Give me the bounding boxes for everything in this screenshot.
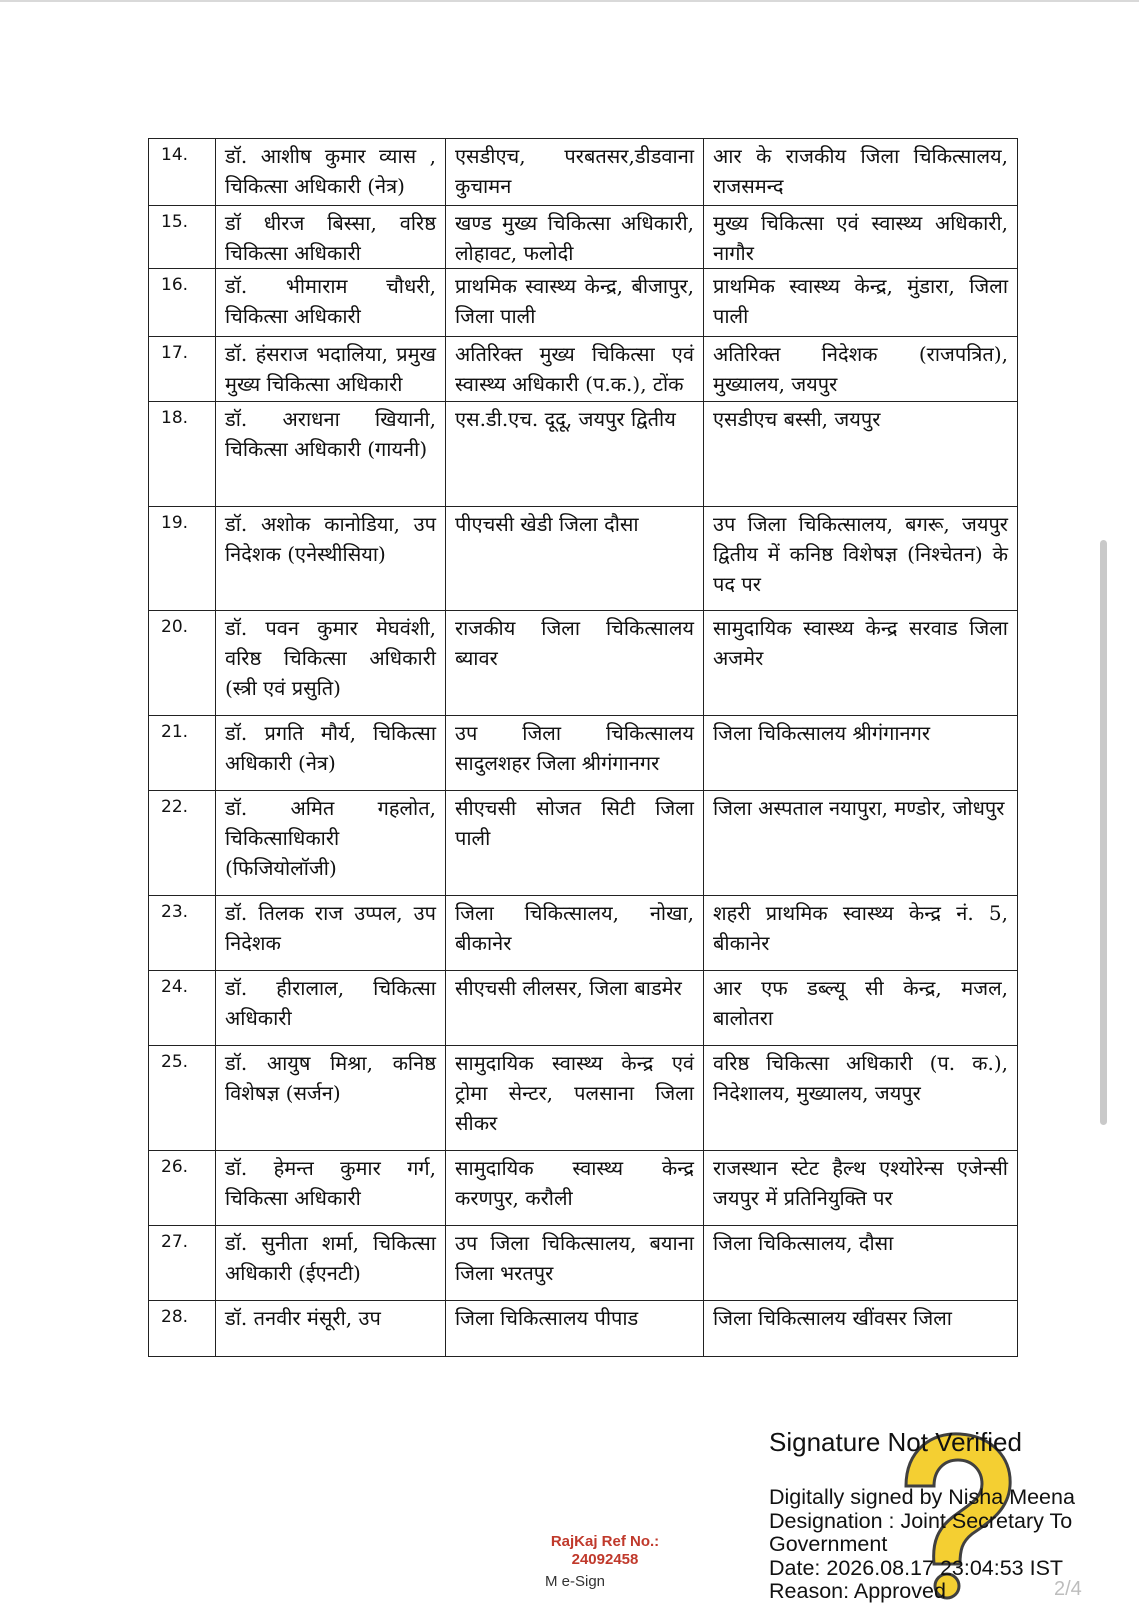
new-posting-cell: आर एफ डब्ल्यू सी केन्द्र, मजल, बालोतरा [704,971,1018,1046]
new-posting-cell: राजस्थान स्टेट हैल्थ एश्योरेन्स एजेन्सी जयपुर में प्रतिनियुक्ति पर [704,1151,1018,1226]
serial-number-cell: 15. [149,206,216,269]
serial-number-cell: 18. [149,402,216,507]
officer-name-cell: डॉ. सुनीता शर्मा, चिकित्सा अधिकारी (ईएनटी) [216,1226,446,1301]
new-posting-cell: जिला अस्पताल नयापुरा, मण्डोर, जोधपुर [704,791,1018,896]
new-posting-cell: जिला चिकित्सालय खींवसर जिला [704,1301,1018,1357]
new-posting-cell: वरिष्ठ चिकित्सा अधिकारी (प. क.), निदेशालय, मुख्यालय, जयपुर [704,1046,1018,1151]
serial-number-cell: 26. [149,1151,216,1226]
signature-details [769,1486,1075,1604]
current-posting-cell: प्राथमिक स्वास्थ्य केन्द्र, बीजापुर, जिला पाली [446,269,704,337]
new-posting-cell: एसडीएच बस्सी, जयपुर [704,402,1018,507]
officer-name-cell: डॉ. तनवीर मंसूरी, उप [216,1301,446,1357]
table-row [149,611,1018,716]
new-posting-cell: जिला चिकित्सालय, दौसा [704,1226,1018,1301]
officer-name-cell: डॉ. आयुष मिश्रा, कनिष्ठ विशेषज्ञ (सर्जन) [216,1046,446,1151]
table-row [149,402,1018,507]
officer-name-cell: डॉ. तिलक राज उप्पल, उप निदेशक [216,896,446,971]
officer-name-cell: डॉ. प्रगति मौर्य, चिकित्सा अधिकारी (नेत्र) [216,716,446,791]
officer-name-cell: डॉ. आशीष कुमार व्यास , चिकित्सा अधिकारी (नेत्र) [216,139,446,206]
serial-number-cell: 27. [149,1226,216,1301]
officer-name-cell: डॉ. हेमन्त कुमार गर्ग, चिकित्सा अधिकारी [216,1151,446,1226]
new-posting-cell: मुख्य चिकित्सा एवं स्वास्थ्य अधिकारी, नागौर [704,206,1018,269]
serial-number-cell: 19. [149,507,216,611]
officer-name-cell: डॉ. अमित गहलोत, चिकित्साधिकारी (फिजियोलॉजी) [216,791,446,896]
new-posting-cell: जिला चिकित्सालय श्रीगंगानगर [704,716,1018,791]
rajkaj-ref-number: 24092458 [571,1551,639,1568]
officer-name-cell: डॉ. हंसराज भदालिया, प्रमुख मुख्य चिकित्सा अधिकारी [216,337,446,402]
serial-number-cell: 17. [149,337,216,402]
signature-designation: Designation : Joint Secretary To [769,1508,1073,1533]
table-row [149,139,1018,206]
current-posting-cell: सामुदायिक स्वास्थ्य केन्द्र करणपुर, करौली [446,1151,704,1226]
serial-number-cell: 14. [149,139,216,206]
current-posting-cell: अतिरिक्त मुख्य चिकित्सा एवं स्वास्थ्य अधिकारी (प.क.), टोंक [446,337,704,402]
current-posting-cell: सामुदायिक स्वास्थ्य केन्द्र एवं ट्रोमा सेन्टर, पलसाना जिला सीकर [446,1046,704,1151]
table-row [149,971,1018,1046]
table-row [149,716,1018,791]
current-posting-cell: उप जिला चिकित्सालय सादुलशहर जिला श्रीगंगानगर [446,716,704,791]
new-posting-cell: प्राथमिक स्वास्थ्य केन्द्र, मुंडारा, जिला पाली [704,269,1018,337]
rajkaj-reference [530,1533,680,1569]
m-esign-label: M e-Sign [545,1573,606,1590]
table-row [149,1301,1018,1357]
vertical-scrollbar[interactable] [1100,540,1107,1125]
serial-number-cell: 16. [149,269,216,337]
officer-name-cell: डॉ. अराधना खियानी, चिकित्सा अधिकारी (गायनी) [216,402,446,507]
table-row [149,791,1018,896]
serial-number-cell: 22. [149,791,216,896]
serial-number-cell: 25. [149,1046,216,1151]
current-posting-cell: पीएचसी खेडी जिला दौसा [446,507,704,611]
signature-designation-cont: Government [769,1532,888,1556]
officer-name-cell: डॉ. अशोक कानोडिया, उप निदेशक (एनेस्थीसिया) [216,507,446,611]
serial-number-cell: 21. [149,716,216,791]
current-posting-cell: खण्ड मुख्य चिकित्सा अधिकारी, लोहावट, फलोदी [446,206,704,269]
current-posting-cell: जिला चिकित्सालय पीपाड [446,1301,704,1357]
current-posting-cell: उप जिला चिकित्सालय, बयाना जिला भरतपुर [446,1226,704,1301]
table-row [149,1226,1018,1301]
officer-name-cell: डॉ. हीरालाल, चिकित्सा अधिकारी [216,971,446,1046]
current-posting-cell: सीएचसी सोजत सिटी जिला पाली [446,791,704,896]
serial-number-cell: 20. [149,611,216,716]
signature-status: Signature Not Verified [769,1427,1022,1457]
signature-signed-by: Digitally signed by Nisha Meena [769,1485,1075,1509]
current-posting-cell: एस.डी.एच. दूदू, जयपुर द्वितीय [446,402,704,507]
rajkaj-ref-label: RajKaj Ref No.: [550,1533,660,1550]
new-posting-cell: उप जिला चिकित्सालय, बगरू, जयपुर द्वितीय में कनिष्ठ विशेषज्ञ (निश्चेतन) के पद पर [704,507,1018,611]
table-row [149,337,1018,402]
current-posting-cell: एसडीएच, परबतसर,डीडवाना कुचामन [446,139,704,206]
table-row [149,507,1018,611]
table-row [149,206,1018,269]
table-row [149,1046,1018,1151]
table-row [149,896,1018,971]
serial-number-cell: 24. [149,971,216,1046]
officer-name-cell: डॉ. भीमाराम चौधरी, चिकित्सा अधिकारी [216,269,446,337]
current-posting-cell: सीएचसी लीलसर, जिला बाडमेर [446,971,704,1046]
current-posting-cell: जिला चिकित्सालय, नोखा, बीकानेर [446,896,704,971]
table-row [149,1151,1018,1226]
table-row [149,269,1018,337]
new-posting-cell: सामुदायिक स्वास्थ्य केन्द्र सरवाड जिला अजमेर [704,611,1018,716]
new-posting-cell: शहरी प्राथमिक स्वास्थ्य केन्द्र नं. 5, बीकानेर [704,896,1018,971]
signature-date: Date: 2026.08.17 23:04:53 IST [769,1555,1064,1580]
serial-number-cell: 23. [149,896,216,971]
current-posting-cell: राजकीय जिला चिकित्सालय ब्यावर [446,611,704,716]
officer-name-cell: डॉ धीरज बिस्सा, वरिष्ठ चिकित्सा अधिकारी [216,206,446,269]
officer-name-cell: डॉ. पवन कुमार मेघवंशी, वरिष्ठ चिकित्सा अधिकारी (स्त्री एवं प्रसुति) [216,611,446,716]
transfer-table-body [149,139,1018,1357]
page-top-edge [0,0,1139,2]
new-posting-cell: अतिरिक्त निदेशक (राजपत्रित), मुख्यालय, जयपुर [704,337,1018,402]
transfer-table [148,138,1018,1357]
signature-reason: Reason: Approved [769,1579,946,1603]
page-number: 2/4 [1054,1578,1082,1600]
new-posting-cell: आर के राजकीय जिला चिकित्सालय, राजसमन्द [704,139,1018,206]
serial-number-cell: 28. [149,1301,216,1357]
